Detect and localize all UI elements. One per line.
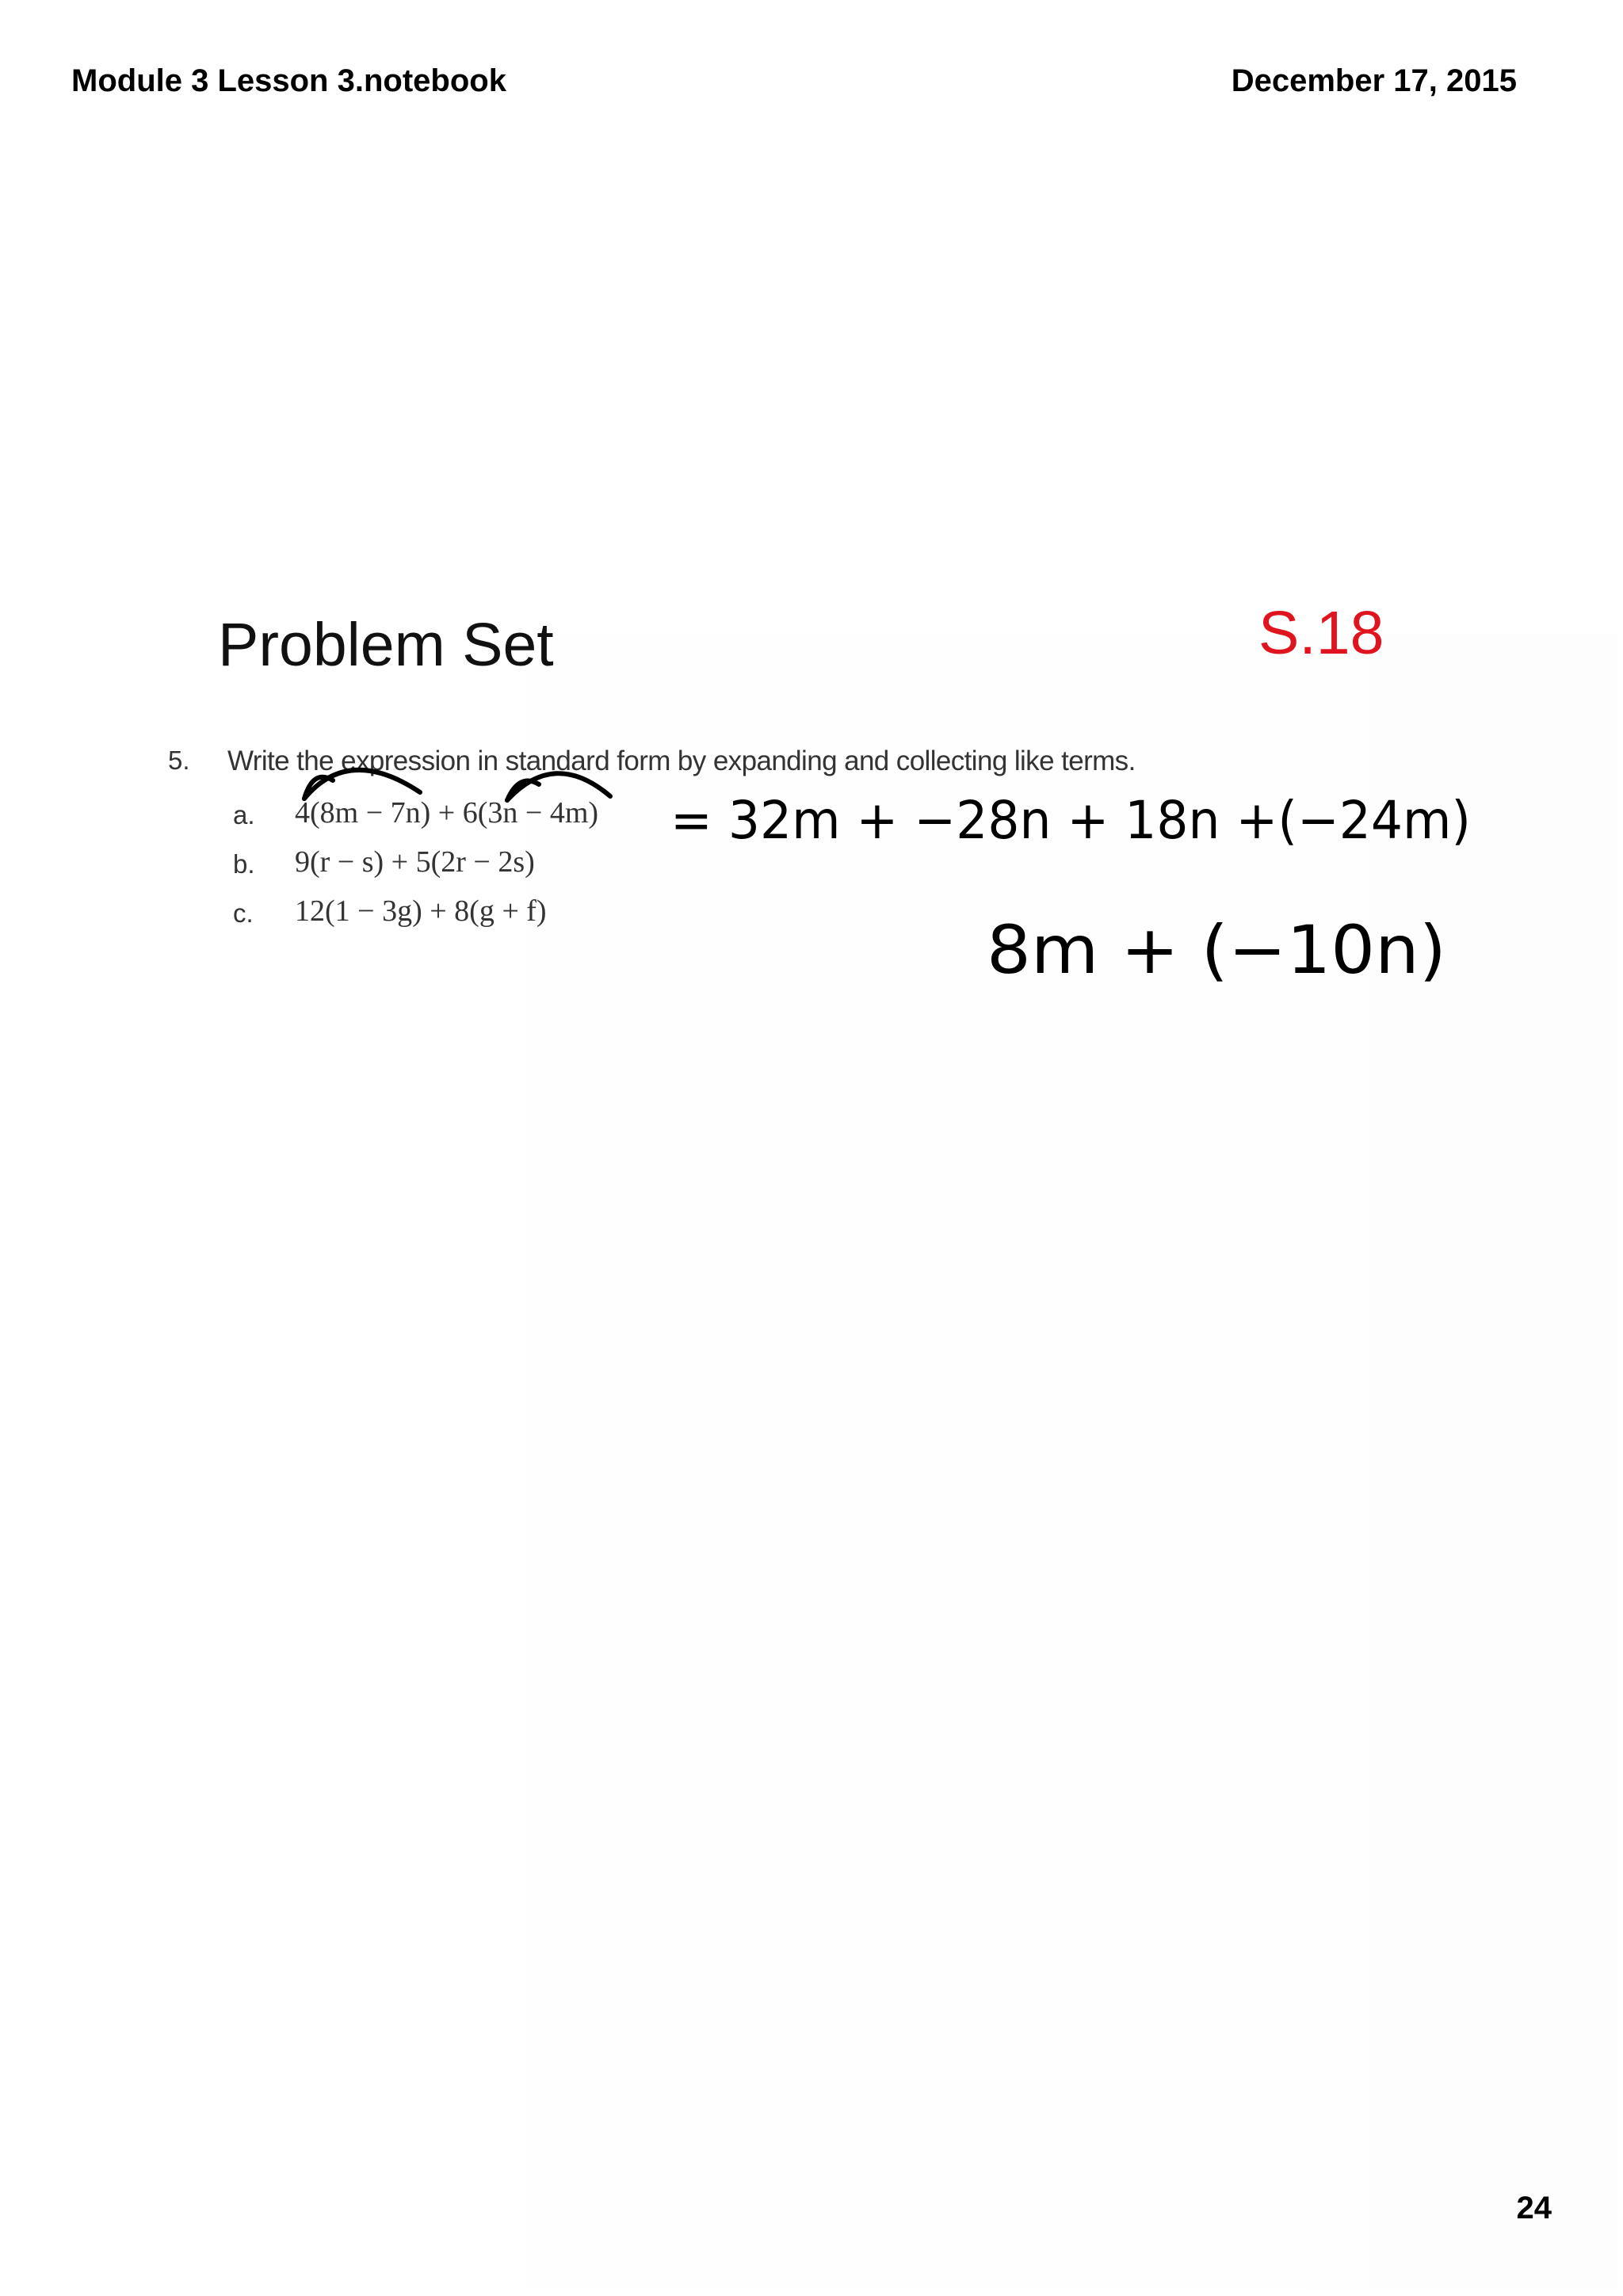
part-expression-a: 4(8m − 7n) + 6(3n − 4m) (295, 796, 599, 830)
page-number: 24 (1516, 2191, 1552, 2225)
page-date: December 17, 2015 (1231, 63, 1517, 98)
slide-title: Problem Set (218, 611, 554, 679)
slide-canvas (268, 634, 1618, 2290)
part-expression-c: 12(1 − 3g) + 8(g + f) (295, 894, 547, 928)
part-label-a: a. (233, 800, 255, 830)
problem-number: 5. (168, 746, 190, 775)
notebook-title: Module 3 Lesson 3.notebook (71, 63, 506, 98)
handwritten-line-2: 8m + (−10n) (987, 911, 1446, 989)
problem-instruction: Write the expression in standard form by expanding and collecting like terms. (227, 746, 1136, 776)
handwritten-line-1: = 32m + −28n + 18n +(−24m) (670, 790, 1471, 851)
part-label-b: b. (233, 849, 255, 879)
part-label-c: c. (233, 898, 254, 928)
part-expression-b: 9(r − s) + 5(2r − 2s) (295, 845, 535, 879)
slide-label: S.18 (1258, 599, 1384, 667)
